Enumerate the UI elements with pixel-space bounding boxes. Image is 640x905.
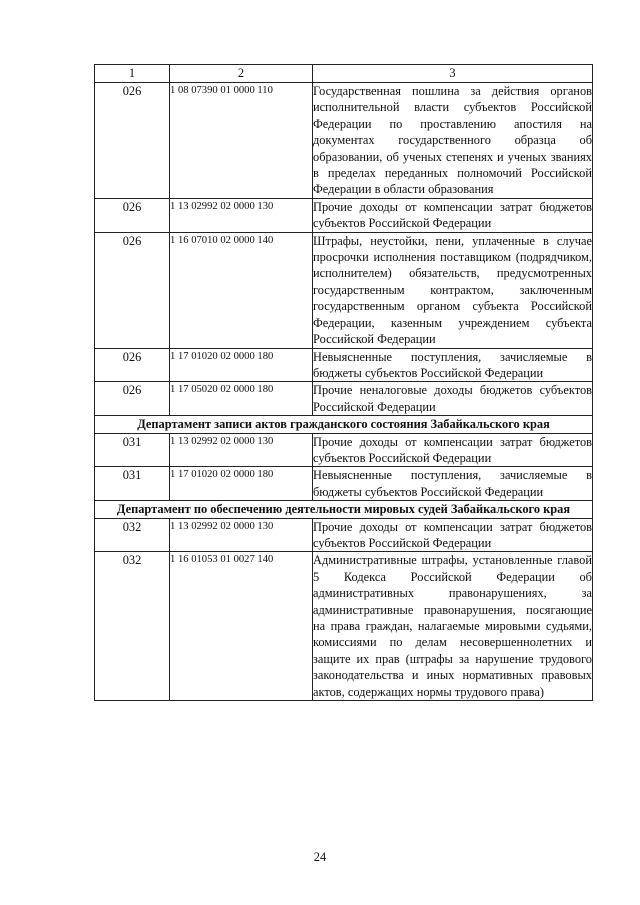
revenue-code-cell: 1 17 01020 02 0000 180: [170, 348, 313, 382]
revenue-code-cell: 1 16 07010 02 0000 140: [170, 232, 313, 348]
column-header-1: 1: [95, 65, 170, 83]
department-heading: Департамент по обеспечению деятельности мировых судей Забайкальского края: [95, 501, 593, 518]
table-row: [95, 348, 593, 382]
revenue-code-cell: 1 13 02992 02 0000 130: [170, 433, 313, 467]
revenue-code-cell: 1 08 07390 01 0000 110: [170, 83, 313, 199]
table-row: [95, 433, 593, 467]
table-row: [95, 518, 593, 552]
department-heading: Департамент записи актов гражданского состояния Забайкальского края: [95, 416, 593, 433]
admin-code-cell: 026: [95, 348, 170, 382]
revenue-description-cell: Штрафы, неустойки, пени, уплаченные в случае просрочки исполнения поставщиком (подрядчиком, исполнителем) обязательств, предусмотренных государственным контрактом, заключенным государственным органом субъекта Российской Федерации, казенным учреждением субъекта Российской Федерации: [313, 233, 592, 347]
revenue-description-cell: Невыясненные поступления, зачисляемые в бюджеты субъектов Российской Федерации: [313, 468, 592, 499]
admin-code-cell: 026: [95, 232, 170, 348]
table-row: [95, 467, 593, 501]
revenue-description-cell: Прочие доходы от компенсации затрат бюджетов субъектов Российской Федерации: [313, 434, 592, 465]
page-number: 24: [313, 850, 327, 864]
revenue-description-cell: Невыясненные поступления, зачисляемые в бюджеты субъектов Российской Федерации: [313, 349, 592, 380]
admin-code-cell: 026: [95, 382, 170, 416]
table-row: [95, 83, 593, 199]
admin-code-cell: 032: [95, 518, 170, 552]
revenue-code-cell: 1 13 02992 02 0000 130: [170, 198, 313, 232]
column-header-2: 2: [170, 65, 313, 83]
admin-code-cell: 026: [95, 83, 170, 199]
table-row: [95, 382, 593, 416]
admin-code-cell: 032: [95, 552, 170, 701]
revenue-description-cell: Прочие неналоговые доходы бюджетов субъектов Российской Федерации: [313, 383, 592, 414]
department-heading-row: [95, 416, 593, 433]
column-header-3: 3: [313, 65, 593, 83]
admin-code-cell: 031: [95, 433, 170, 467]
revenue-code-cell: 1 17 01020 02 0000 180: [170, 467, 313, 501]
admin-code-cell: 031: [95, 467, 170, 501]
revenue-classification-table: [94, 64, 593, 701]
revenue-code-cell: 1 17 05020 02 0000 180: [170, 382, 313, 416]
admin-code-cell: 026: [95, 198, 170, 232]
revenue-description-cell: Прочие доходы от компенсации затрат бюджетов субъектов Российской Федерации: [313, 519, 592, 550]
revenue-description-cell: Прочие доходы от компенсации затрат бюджетов субъектов Российской Федерации: [313, 199, 592, 231]
revenue-description-cell: Административные штрафы, установленные главой 5 Кодекса Российской Федерации об административных правонарушениях, за административные правонарушения, посягающие на права граждан, налагаемые мировыми судьями, комиссиями по делам несовершеннолетних и защите их прав (штрафы за нарушение трудового законодательства и иных нормативных правовых актов, содержащих нормы трудового права): [313, 553, 592, 699]
table-row: [95, 198, 593, 232]
table-row: [95, 552, 593, 701]
table-header-row: [95, 65, 593, 83]
revenue-code-cell: 1 13 02992 02 0000 130: [170, 518, 313, 552]
table-row: [95, 232, 593, 348]
department-heading-row: [95, 501, 593, 518]
revenue-code-cell: 1 16 01053 01 0027 140: [170, 552, 313, 701]
revenue-description-cell: Государственная пошлина за действия органов исполнительной власти субъектов Российской Федерации по проставлению апостиля на документах государственного образца об образовании, об ученых степенях и ученых званиях в пределах переданных полномочий Российской Федерации в области образования: [313, 84, 592, 197]
